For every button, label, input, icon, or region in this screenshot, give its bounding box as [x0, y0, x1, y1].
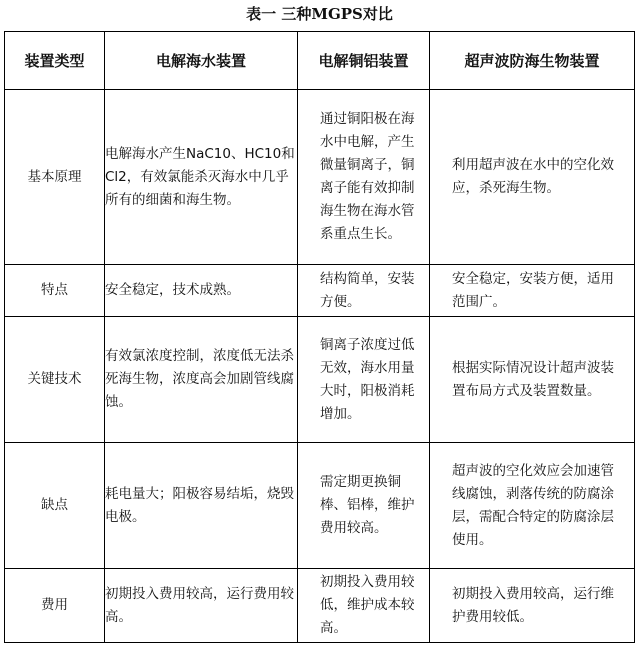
cell-ultrasonic: 利用超声波在水中的空化效应，杀死海生物。	[430, 90, 635, 265]
table-row-features	[5, 265, 635, 317]
cell-seawater: 初期投入费用较高，运行费用较高。	[105, 569, 298, 643]
table-row-cost	[5, 569, 635, 643]
cell-ultrasonic: 初期投入费用较高，运行维护费用较低。	[430, 569, 635, 643]
header-ultrasonic-antifouling: 超声波防海生物装置	[430, 32, 635, 90]
header-copper-aluminum-electrolysis: 电解铜铝装置	[298, 32, 430, 90]
table-caption: 表一 三种MGPS对比	[246, 5, 393, 23]
cell-seawater: 电解海水产生NaC10、HC10和Cl2，有效氯能杀灭海水中几乎所有的细菌和海生物。	[105, 90, 298, 265]
cell-copper-aluminum: 初期投入费用较低，维护成本较高。	[298, 569, 430, 643]
row-label: 缺点	[5, 443, 105, 569]
cell-copper-aluminum: 需定期更换铜棒、铝棒，维护费用较高。	[298, 443, 430, 569]
table-row-principle	[5, 90, 635, 265]
cell-seawater: 安全稳定，技术成熟。	[105, 265, 298, 317]
row-label: 关键技术	[5, 317, 105, 443]
cell-seawater: 耗电量大；阳极容易结垢，烧毁电极。	[105, 443, 298, 569]
table-row-drawbacks	[5, 443, 635, 569]
cell-seawater: 有效氯浓度控制，浓度低无法杀死海生物，浓度高会加剧管线腐蚀。	[105, 317, 298, 443]
cell-ultrasonic: 根据实际情况设计超声波装置布局方式及装置数量。	[430, 317, 635, 443]
cell-copper-aluminum: 结构简单，安装方便。	[298, 265, 430, 317]
header-device-type: 装置类型	[5, 32, 105, 90]
cell-copper-aluminum: 通过铜阳极在海水中电解，产生微量铜离子，铜离子能有效抑制海生物在海水管系重点生长。	[298, 90, 430, 265]
row-label: 基本原理	[5, 90, 105, 265]
cell-ultrasonic: 超声波的空化效应会加速管线腐蚀，剥落传统的防腐涂层，需配合特定的防腐涂层使用。	[430, 443, 635, 569]
table-row-key-technology	[5, 317, 635, 443]
row-label: 特点	[5, 265, 105, 317]
cell-ultrasonic: 安全稳定，安装方便，适用范围广。	[430, 265, 635, 317]
cell-copper-aluminum: 铜离子浓度过低无效，海水用量大时，阳极消耗增加。	[298, 317, 430, 443]
table-header-row	[5, 32, 635, 90]
header-seawater-electrolysis: 电解海水装置	[105, 32, 298, 90]
comparison-table	[4, 31, 635, 643]
row-label: 费用	[5, 569, 105, 643]
